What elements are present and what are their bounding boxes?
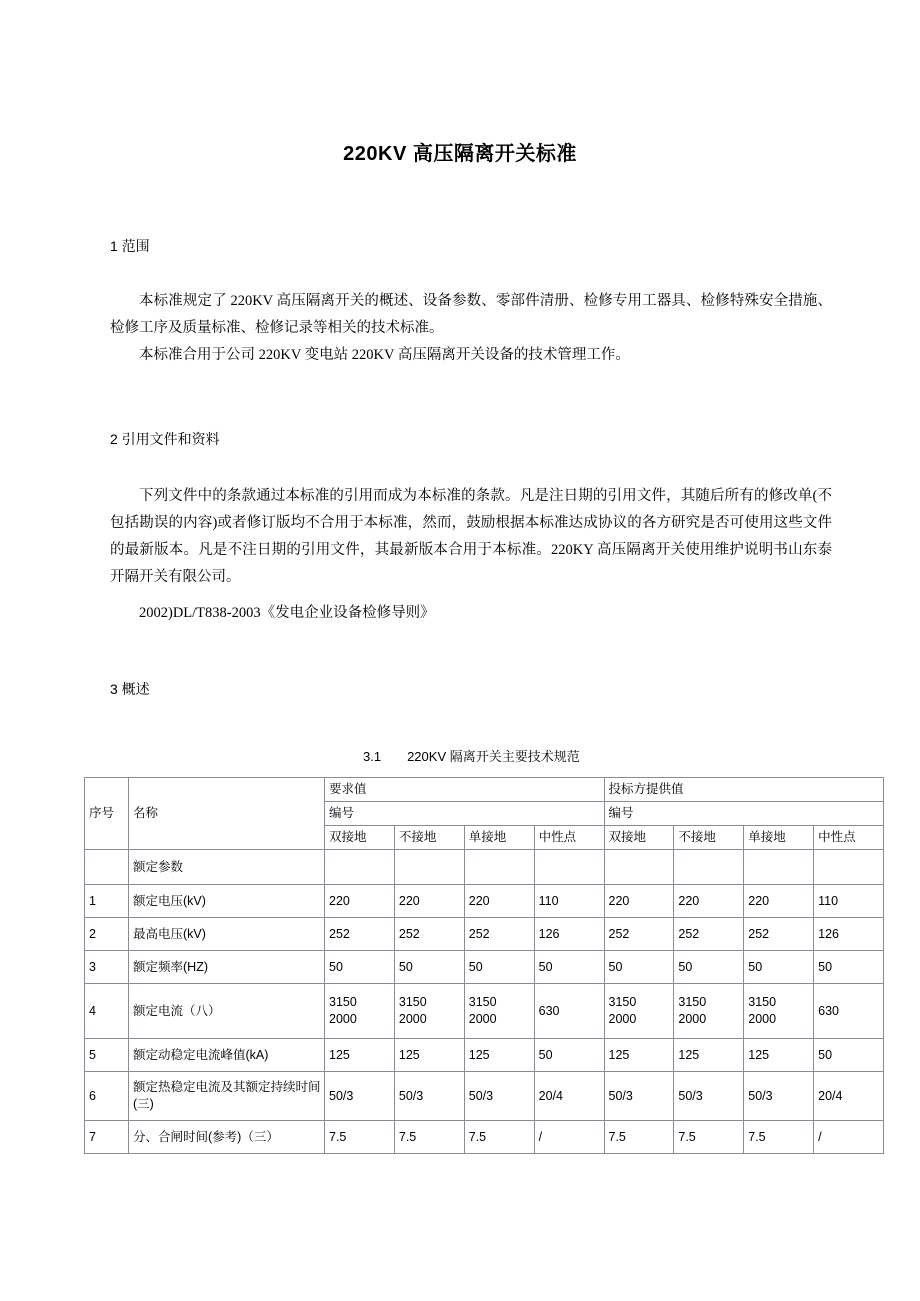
cell-name: 额定动稳定电流峰值(kA) <box>129 1039 325 1072</box>
cell-value: 50 <box>534 951 604 984</box>
cell-value: 50 <box>464 951 534 984</box>
paragraph-references-1: 下列文件中的条款通过本标准的引用而成为本标准的条款。凡是注日期的引用文件，其随后所有的修改单(不包括勘误的内容)或者修订版均不合用于本标准，然而，鼓励根据本标准达成协议的各方研究是否可使用这些文件的最新版本。凡是不注日期的引用文件，其最新版本合用于本标准。220KY 高压隔离开关使用维护说明书山东泰开隔开关有限公司。 <box>110 488 832 585</box>
cell-value: 630 <box>534 984 604 1039</box>
cell-value: 20/4 <box>534 1072 604 1121</box>
cell-name: 额定电流（八） <box>129 984 325 1039</box>
cell-value: 50 <box>814 951 884 984</box>
cell-value <box>394 850 464 885</box>
cell-serial: 7 <box>85 1121 129 1154</box>
section-body-references <box>0 449 920 627</box>
cell-value: 7.5 <box>604 1121 674 1154</box>
cell-value: 3150 2000 <box>325 984 395 1039</box>
cell-name: 额定电压(kV) <box>129 885 325 918</box>
header-serial: 序号 <box>85 778 129 850</box>
cell-value: 252 <box>394 918 464 951</box>
cell-value: 20/4 <box>814 1072 884 1121</box>
table-header-row-groups <box>85 778 884 802</box>
table-row <box>85 1039 884 1072</box>
cell-value: 50/3 <box>604 1072 674 1121</box>
paragraph-scope-1: 本标准规定了 220KV 高压隔离开关的概述、设备参数、零部件清册、检修专用工器具、检修特殊安全措施、检修工序及质量标准、检修记录等相关的技术标准。 <box>110 293 832 336</box>
cell-value: 50/3 <box>394 1072 464 1121</box>
cell-value <box>325 850 395 885</box>
cell-value: 7.5 <box>325 1121 395 1154</box>
cell-value: 125 <box>604 1039 674 1072</box>
cell-value: 50/3 <box>674 1072 744 1121</box>
cell-value: 3150 2000 <box>604 984 674 1039</box>
cell-value: 3150 2000 <box>744 984 814 1039</box>
cell-value: 50 <box>325 951 395 984</box>
table-row <box>85 1121 884 1154</box>
cell-value <box>744 850 814 885</box>
cell-value: / <box>814 1121 884 1154</box>
header-subgroup-required: 编号 <box>325 802 605 826</box>
cell-name: 额定频率(HZ) <box>129 951 325 984</box>
cell-name: 额定热稳定电流及其额定持续时间(三) <box>129 1072 325 1121</box>
cell-value: 110 <box>534 885 604 918</box>
cell-value: 7.5 <box>464 1121 534 1154</box>
cell-value: 252 <box>325 918 395 951</box>
header-name: 名称 <box>129 778 325 850</box>
cell-value: 7.5 <box>744 1121 814 1154</box>
cell-value: 50/3 <box>464 1072 534 1121</box>
section-heading-references: 2 引用文件和资料 <box>110 431 220 447</box>
cell-value: 3150 2000 <box>464 984 534 1039</box>
cell-value: 50 <box>394 951 464 984</box>
cell-value: 50 <box>674 951 744 984</box>
table-row <box>85 918 884 951</box>
cell-serial: 6 <box>85 1072 129 1121</box>
cell-serial: 3 <box>85 951 129 984</box>
cell-value <box>674 850 744 885</box>
header-col-bidder-neutral: 中性点 <box>814 826 884 850</box>
cell-value: 220 <box>744 885 814 918</box>
cell-serial: 4 <box>85 984 129 1039</box>
cell-value: 50 <box>744 951 814 984</box>
spec-table-body <box>85 778 884 1154</box>
cell-value: 50/3 <box>744 1072 814 1121</box>
table-row <box>85 850 884 885</box>
table-caption <box>0 699 920 767</box>
cell-serial <box>85 850 129 885</box>
cell-value <box>464 850 534 885</box>
table-row <box>85 885 884 918</box>
cell-value: 50 <box>534 1039 604 1072</box>
cell-value: 252 <box>674 918 744 951</box>
table-row <box>85 951 884 984</box>
cell-value: 125 <box>744 1039 814 1072</box>
header-col-required-single-ground: 单接地 <box>464 826 534 850</box>
cell-value: 252 <box>604 918 674 951</box>
cell-value: 7.5 <box>674 1121 744 1154</box>
cell-value: / <box>534 1121 604 1154</box>
cell-value: 220 <box>464 885 534 918</box>
header-group-required: 要求值 <box>325 778 605 802</box>
cell-serial: 2 <box>85 918 129 951</box>
cell-value: 220 <box>394 885 464 918</box>
header-col-bidder-double-ground: 双接地 <box>604 826 674 850</box>
table-row <box>85 984 884 1039</box>
cell-value: 110 <box>814 885 884 918</box>
section-heading-scope: 1 范围 <box>110 238 150 254</box>
cell-value: 252 <box>464 918 534 951</box>
cell-value: 252 <box>744 918 814 951</box>
reference-item: 2002)DL/T838-2003《发电企业设备检修导则》 <box>139 605 435 621</box>
cell-serial: 5 <box>85 1039 129 1072</box>
spec-table-wrapper <box>0 767 920 1154</box>
cell-value: 220 <box>325 885 395 918</box>
section-heading-overview: 3 概述 <box>110 681 150 697</box>
section-body-scope <box>0 256 920 369</box>
cell-value: 7.5 <box>394 1121 464 1154</box>
cell-value: 3150 2000 <box>394 984 464 1039</box>
cell-value: 125 <box>464 1039 534 1072</box>
cell-value: 3150 2000 <box>674 984 744 1039</box>
table-row <box>85 1072 884 1121</box>
cell-value: 126 <box>814 918 884 951</box>
spec-table <box>84 777 884 1154</box>
cell-serial: 1 <box>85 885 129 918</box>
header-col-bidder-no-ground: 不接地 <box>674 826 744 850</box>
cell-value: 125 <box>325 1039 395 1072</box>
cell-value: 50/3 <box>325 1072 395 1121</box>
cell-name: 分、合闸时间(参考)（三） <box>129 1121 325 1154</box>
cell-value: 50 <box>604 951 674 984</box>
cell-value <box>534 850 604 885</box>
cell-value: 125 <box>674 1039 744 1072</box>
cell-value: 126 <box>534 918 604 951</box>
paragraph-scope-2: 本标准合用于公司 220KV 变电站 220KV 高压隔离开关设备的技术管理工作。 <box>139 347 630 363</box>
header-col-required-neutral: 中性点 <box>534 826 604 850</box>
cell-value: 125 <box>394 1039 464 1072</box>
header-col-bidder-single-ground: 单接地 <box>744 826 814 850</box>
header-col-required-double-ground: 双接地 <box>325 826 395 850</box>
cell-value: 50 <box>814 1039 884 1072</box>
cell-name: 额定参数 <box>129 850 325 885</box>
header-group-bidder: 投标方提供值 <box>604 778 884 802</box>
cell-value <box>604 850 674 885</box>
cell-value: 630 <box>814 984 884 1039</box>
header-col-required-no-ground: 不接地 <box>394 826 464 850</box>
cell-value: 220 <box>674 885 744 918</box>
header-subgroup-bidder: 编号 <box>604 802 884 826</box>
table-caption-text: 220KV 隔离开关主要技术规范 <box>407 749 580 764</box>
cell-value <box>814 850 884 885</box>
table-caption-number: 3.1 <box>363 749 382 764</box>
cell-name: 最高电压(kV) <box>129 918 325 951</box>
page-title: 220KV 高压隔离开关标准 <box>343 143 577 165</box>
cell-value: 220 <box>604 885 674 918</box>
